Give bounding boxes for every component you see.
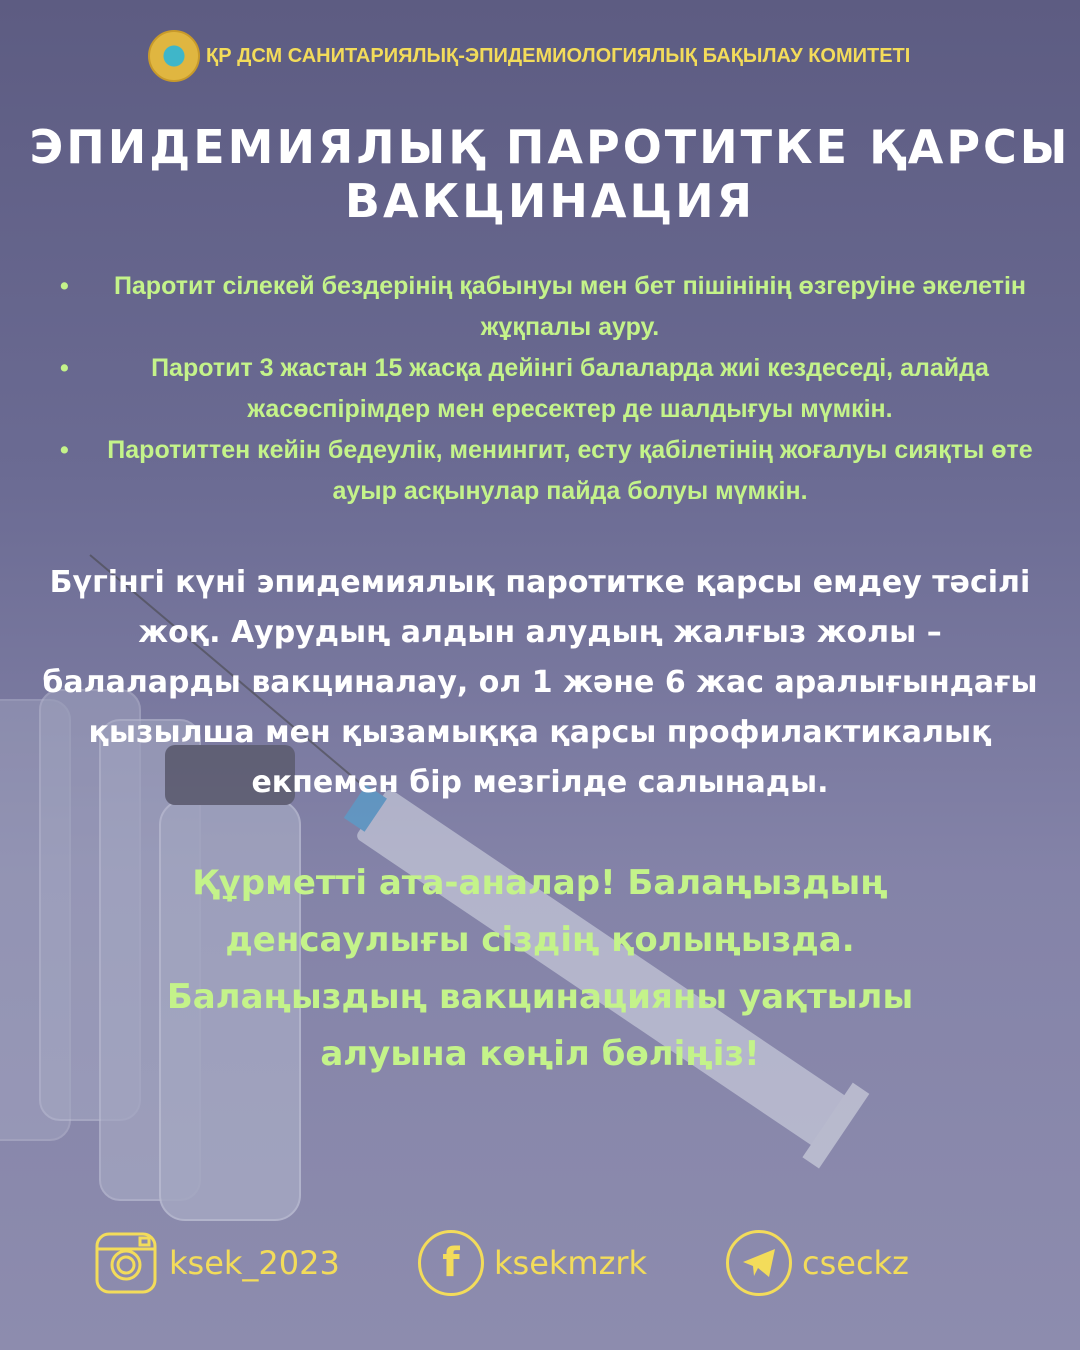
list-item: • Паротиттен кейін бедеулік, менингит, есту қабілетінің жоғалуы сияқты өте ауыр асқынулар пайда болуы мүмкін. xyxy=(55,430,1055,512)
page-title xyxy=(0,120,1080,228)
telegram-handle[interactable]: cseckz xyxy=(802,1244,909,1282)
instagram-icon xyxy=(93,1230,159,1296)
facebook-handle[interactable]: ksekmzrk xyxy=(494,1244,648,1282)
kazakhstan-emblem-icon xyxy=(148,30,200,82)
social-telegram[interactable] xyxy=(726,1230,909,1296)
header xyxy=(148,30,910,82)
organization-name: ҚР ДСМ САНИТАРИЯЛЫҚ-ЭПИДЕМИОЛОГИЯЛЫҚ БАҚЫЛАУ КОМИТЕТІ xyxy=(206,44,911,67)
facebook-icon: f xyxy=(418,1230,484,1296)
social-instagram[interactable] xyxy=(93,1230,340,1296)
parents-appeal: Құрметті ата-аналар! Балаңыздың денсаулығы сіздің қолыңызда. Балаңыздың вакцинацияны уақтылы алуына көңіл бөліңіз! xyxy=(166,863,914,1074)
instagram-handle[interactable]: ksek_2023 xyxy=(169,1244,340,1282)
list-item: • Паротит сілекей бездерінің қабынуы мен бет пішінінің өзгеруіне әкелетін жұқпалы ауру. xyxy=(55,266,1055,348)
title-line-2: ВАКЦИНАЦИЯ xyxy=(344,174,756,228)
title-line-1: ЭПИДЕМИЯЛЫҚ ПАРОТИТКЕ ҚАРСЫ xyxy=(29,120,1071,174)
facts-list xyxy=(55,266,1055,512)
telegram-icon xyxy=(726,1230,792,1296)
social-facebook[interactable] xyxy=(418,1230,647,1296)
list-item: • Паротит 3 жастан 15 жасқа дейінгі балаларда жиі кездеседі, алайда жасөспірімдер мен ересектер де шалдығуы мүмкін. xyxy=(55,348,1055,430)
treatment-paragraph: Бүгінгі күні эпидемиялық паротитке қарсы емдеу тәсілі жоқ. Аурудың алдын алудың жалғыз жолы – балаларды вакциналау, ол 1 және 6 жас аралығындағы қызылша мен қызамыққа қарсы профилактикалық екпемен бір мезгілде салынады. xyxy=(42,565,1038,800)
